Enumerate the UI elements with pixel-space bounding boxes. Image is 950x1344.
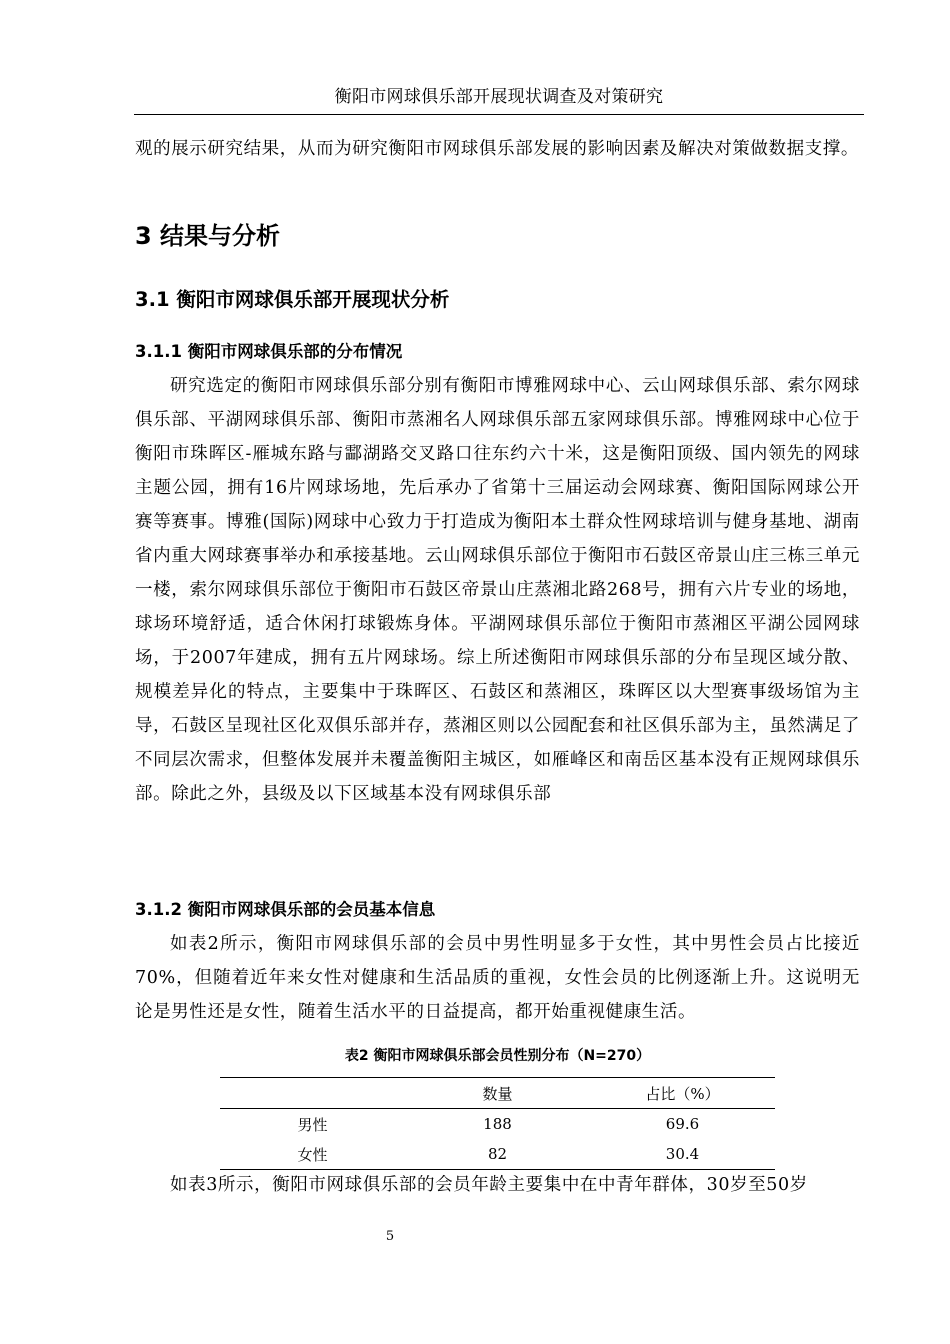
paragraph-club-distribution: 研究选定的衡阳市网球俱乐部分别有衡阳市博雅网球中心、云山网球俱乐部、索尔网球俱乐部、平湖网球俱乐部、衡阳市蒸湘名人网球俱乐部五家网球俱乐部。博雅网球中心位于衡阳市珠晖区-雁城东路与酃湖路交叉路口往东约六十米，这是衡阳顶级、国内领先的网球主题公园，拥有16片网球场地，先后承办了省第十三届运动会网球赛、衡阳国际网球公开赛等赛事。博雅(国际)网球中心致力于打造成为衡阳本土群众性网球培训与健身基地、湖南省内重大网球赛事举办和承接基地。云山网球俱乐部位于衡阳市石鼓区帝景山庄三栋三单元一楼，索尔网球俱乐部位于衡阳市石鼓区帝景山庄蒸湘北路268号，拥有六片专业的场地，球场环境舒适，适合休闲打球锻炼身体。平湖网球俱乐部位于衡阳市蒸湘区平湖公园网球场，于2007年建成，拥有五片网球场。综上所述衡阳市网球俱乐部的分布呈现区域分散、规模差异化的特点，主要集中于珠晖区、石鼓区和蒸湘区，珠晖区以大型赛事级场馆为主导，石鼓区呈现社区化双俱乐部并存，蒸湘区则以公园配套和社区俱乐部为主，虽然满足了不同层次需求，但整体发展并未覆盖衡阳主城区，如雁峰区和南岳区基本没有正规网球俱乐部。除此之外，县级及以下区域基本没有网球俱乐部 xyxy=(135,376,860,804)
paragraph-age-distribution: 如表3所示，衡阳市网球俱乐部的会员年龄主要集中在中青年群体，30岁至50岁 xyxy=(170,1175,808,1195)
row-count: 82 xyxy=(487,1145,508,1163)
section-heading-3: 3 结果与分析 xyxy=(135,222,281,250)
section-heading-3-1-2: 3.1.2 衡阳市网球俱乐部的会员基本信息 xyxy=(135,900,436,919)
section-heading-3-1-1: 3.1.1 衡阳市网球俱乐部的分布情况 xyxy=(135,342,403,361)
paragraph-member-info: 如表2所示，衡阳市网球俱乐部的会员中男性明显多于女性，其中男性会员占比接近70%，但随着近年来女性对健康和生活品质的重视，女性会员的比例逐渐上升。这说明无论是男性还是女性，随着生活水平的日益提高，都开始重视健康生活。 xyxy=(135,934,860,1022)
paragraph-intro-continuation: 观的展示研究结果，从而为研究衡阳市网球俱乐部发展的影响因素及解决对策做数据支撑。 xyxy=(135,139,859,159)
row-label: 女性 xyxy=(297,1145,328,1164)
table-caption: 表2 衡阳市网球俱乐部会员性别分布（N=270） xyxy=(344,1048,651,1064)
page-number: 5 xyxy=(385,1229,395,1244)
row-percent: 30.4 xyxy=(665,1145,700,1163)
row-label: 男性 xyxy=(297,1115,328,1134)
running-header: 衡阳市网球俱乐部开展现状调查及对策研究 xyxy=(334,87,664,107)
section-heading-3-1: 3.1 衡阳市网球俱乐部开展现状分析 xyxy=(135,288,450,311)
column-header-label xyxy=(220,1078,405,1109)
table-row xyxy=(220,1139,775,1170)
gender-distribution-table xyxy=(220,1077,775,1170)
row-count: 188 xyxy=(483,1115,512,1133)
table-header-row xyxy=(220,1078,775,1109)
row-percent: 69.6 xyxy=(665,1115,700,1133)
column-header-count: 数量 xyxy=(482,1084,513,1103)
header-rule xyxy=(134,114,864,115)
column-header-percent: 占比（%） xyxy=(645,1084,720,1103)
table-row xyxy=(220,1109,775,1140)
